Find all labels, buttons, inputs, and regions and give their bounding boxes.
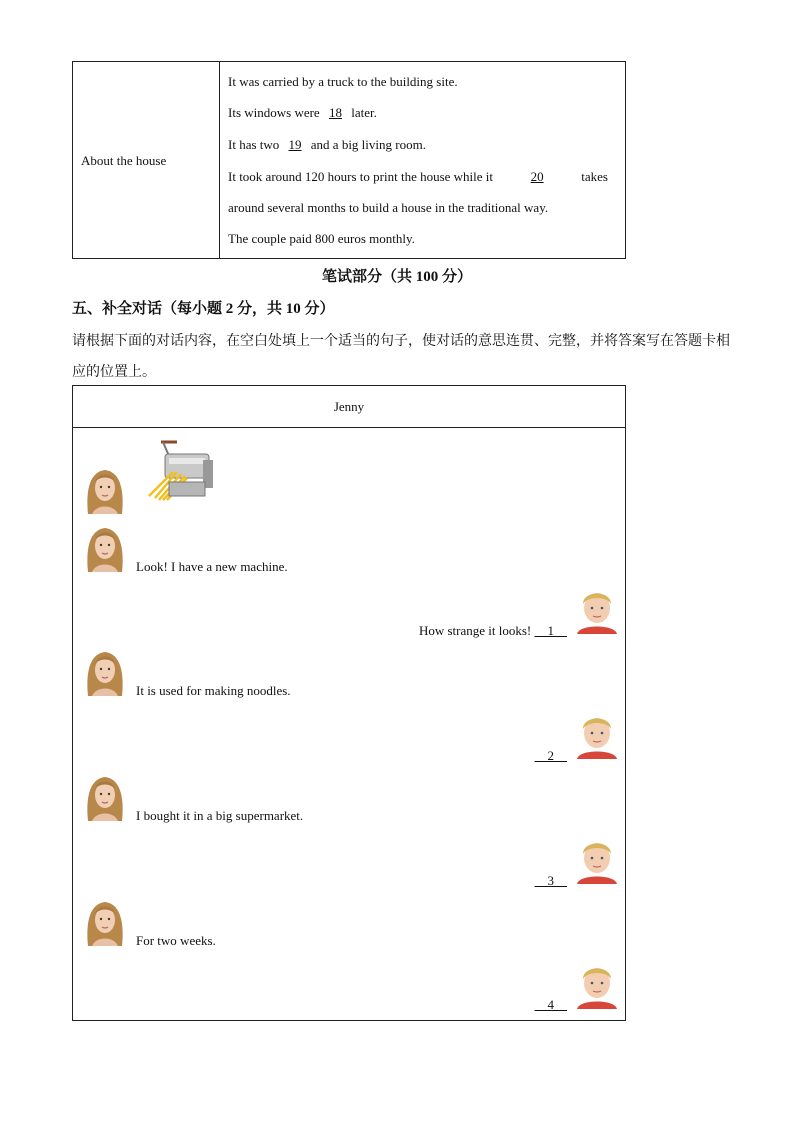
answer-blank-2: 2 — [547, 748, 554, 763]
girl-avatar-icon — [82, 522, 128, 572]
blank-19: 19 — [288, 137, 302, 152]
pasta-machine-icon — [143, 438, 218, 508]
dialog-header: Jenny — [73, 386, 625, 428]
dialog-box — [72, 385, 626, 1021]
info-label-cell — [73, 62, 220, 258]
boy-avatar-icon — [573, 709, 621, 759]
written-section-title: 笔试部分（共 100 分） — [321, 269, 472, 285]
boy-avatar-icon — [573, 834, 621, 884]
info-label: About the house — [81, 153, 167, 168]
girl-avatar-icon — [82, 771, 128, 821]
dialog-line-girl: Look! I have a new machine. — [136, 559, 288, 574]
answer-blank-1: 1 — [547, 623, 554, 638]
dialog-line-boy: How strange it looks! 1 — [419, 623, 567, 639]
info-table — [72, 61, 626, 259]
answer-blank-3: 3 — [547, 873, 554, 888]
girl-avatar-icon — [82, 896, 128, 946]
dialog-line-boy — [535, 997, 568, 1013]
section-heading: 五、补全对话（每小题 2 分，共 10 分） — [72, 301, 335, 317]
dialog-line-boy — [535, 748, 568, 764]
dialog-line-girl: For two weeks. — [136, 933, 216, 948]
info-line-1: It was carried by a truck to the building site. — [228, 74, 458, 89]
boy-avatar-icon — [573, 584, 621, 634]
info-line-6: The couple paid 800 euros monthly. — [228, 231, 415, 246]
blank-18: 18 — [328, 105, 342, 120]
info-line-3: It has two 19 and a big living room. — [228, 137, 426, 152]
answer-blank-4: 4 — [547, 997, 554, 1012]
girl-avatar-icon — [82, 646, 128, 696]
instructions: 请根据下面的对话内容，在空白处填上一个适当的句子，使对话的意思连贯、完整，并将答案写在答题卡相应的位置上。 — [72, 334, 730, 380]
info-line-2: Its windows were 18 later. — [228, 105, 377, 120]
dialog-line-boy — [535, 873, 568, 889]
info-line-4: It took around 120 hours to print the house while it 20 takes — [228, 169, 608, 184]
blank-20: 20 — [530, 169, 544, 184]
dialog-line-girl: It is used for making noodles. — [136, 683, 291, 698]
boy-avatar-icon — [573, 959, 621, 1009]
info-line-5: around several months to build a house in the traditional way. — [228, 200, 549, 215]
dialog-line-girl: I bought it in a big supermarket. — [136, 808, 304, 823]
girl-avatar-icon — [82, 464, 128, 514]
